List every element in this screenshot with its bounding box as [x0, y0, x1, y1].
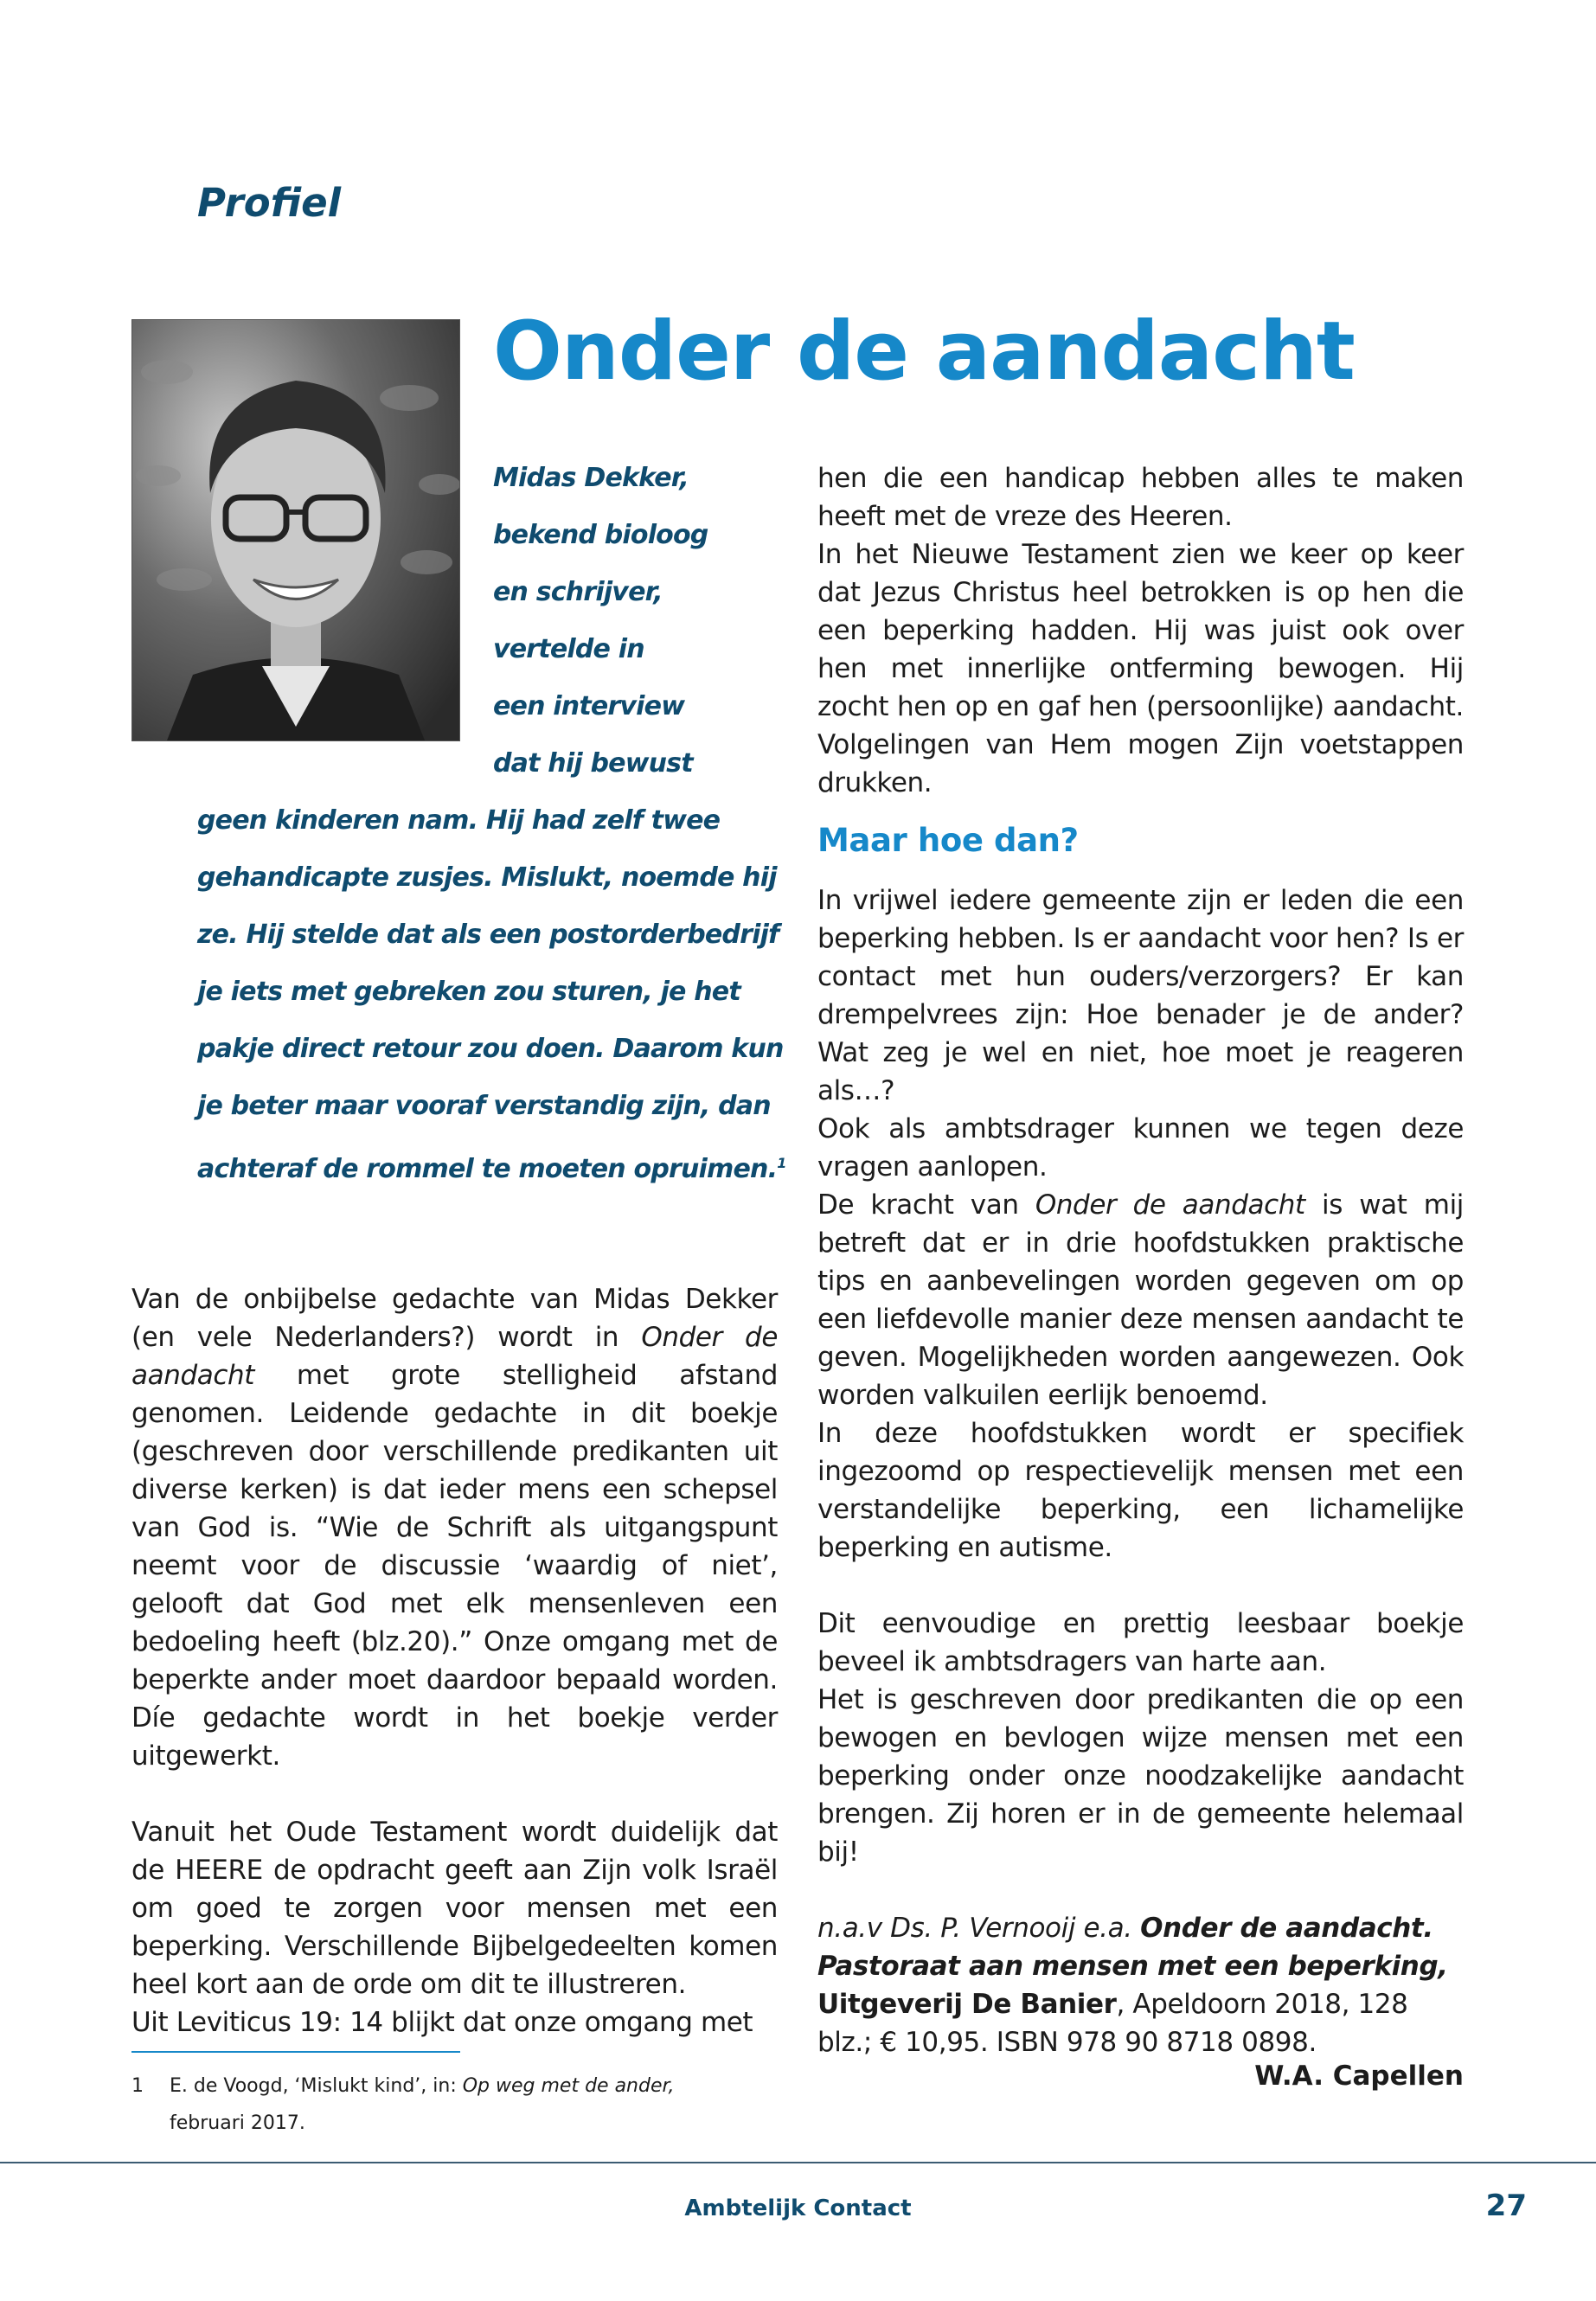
paragraph-text: is wat mij betreft dat er in drie hoofdstukken praktische tips en aanbevelingen worden gegeven om op een liefdevolle manier deze mensen aandacht te geven. Mogelijkheden worden aangewezen. Ook worden valkuilen eerlijk benoemd.	[817, 1189, 1464, 1411]
paragraph	[817, 1186, 1464, 1414]
section-label: Profiel	[197, 180, 342, 226]
footnote-divider	[131, 2051, 460, 2053]
right-column	[817, 459, 1464, 2061]
article-title: Onder de aandacht	[493, 304, 1355, 399]
paragraph: Dit eenvoudige en prettig leesbaar boekje beveel ik ambtsdragers van harte aan.	[817, 1608, 1464, 1677]
paragraph: Vanuit het Oude Testament wordt duidelijk dat de HEERE de opdracht geeft aan Zijn volk Israël om goed te zorgen voor mensen met een beperking. Verschillende Bijbelgedeelten komen heel kort aan de orde om dit te illustreren.	[131, 1817, 778, 2000]
source-book-title: Onder de aandacht. Pastoraat aan mensen met een beperking,	[817, 1913, 1448, 1982]
book-source	[817, 1909, 1464, 2061]
source-details: , Apeldoorn 2018, 128 blz.; € 10,95. ISBN 978 90 8718 0898.	[817, 1989, 1408, 2058]
intro-line: ze. Hij stelde dat als een postorderbedrijf	[197, 920, 779, 950]
footnote-reference: 1	[777, 1155, 786, 1171]
intro-line: bekend bioloog	[493, 520, 708, 550]
intro-line: vertelde in	[493, 634, 644, 664]
paragraph-text: met grote stelligheid afstand genomen. Leidende gedachte in dit boekje (geschreven door verschillende predikanten uit diverse kerken) is dat ieder mens een schepsel van God is. “Wie de Schrift als uitgangspunt neemt voor de discussie ‘waardig of niet’, gelooft dat God met elk mensenleven een bedoeling heeft (blz.20).” Onze omgang met de beperkte ander moet daardoor bepaald worden. Díe gedachte wordt in het boekje verder uitgewerkt.	[131, 1360, 778, 1772]
book-title-emphasis: Onder de aandacht	[1035, 1189, 1305, 1221]
footnote-text	[131, 2067, 737, 2142]
paragraph: Ook als ambtsdrager kunnen we tegen deze vragen aanlopen.	[817, 1113, 1464, 1183]
footnote-text-part: februari 2017.	[170, 2112, 305, 2134]
paragraph: In vrijwel iedere gemeente zijn er leden die een beperking hebben. Is er aandacht voor hen? Is er contact met hun ouders/verzorgers? Er kan drempelvrees zijn: Hoe benader je de ander? Wat zeg je wel en niet, hoe moet je reageren als…?	[817, 885, 1464, 1106]
book-title-emphasis: Onder de aandacht	[131, 1322, 778, 1391]
intro-line: pakje direct retour zou doen. Daarom kun	[197, 1034, 784, 1064]
paragraph	[131, 1280, 778, 1775]
paragraph: hen die een handicap hebben alles te maken heeft met de vreze des Heeren.	[817, 463, 1464, 532]
footer-divider	[0, 2162, 1596, 2163]
footnote-emphasis: Op weg met de ander,	[462, 2075, 675, 2097]
paragraph-text: De kracht van	[817, 1189, 1035, 1221]
paragraph-text: Van de onbijbelse gedachte van Midas Dekker (en vele Nederlanders?) wordt in	[131, 1284, 778, 1353]
intro-line-last	[197, 1144, 786, 1201]
intro-line: geen kinderen nam. Hij had zelf twee	[197, 805, 721, 836]
author-name: W.A. Capellen	[1254, 2061, 1464, 2092]
paragraph: In het Nieuwe Testament zien we keer op keer dat Jezus Christus heel betrokken is op hen die een beperking hadden. Hij was juist ook over hen met innerlijke ontferming bewogen. Hij zocht hen op en gaf hen (persoonlijke) aandacht. Volgelingen van Hem mogen Zijn voetstappen drukken.	[817, 539, 1464, 798]
intro-line: een interview	[493, 691, 685, 721]
footnote-number: 1	[131, 2075, 144, 2097]
page-number: 27	[1485, 2189, 1527, 2223]
subheading: Maar hoe dan?	[817, 822, 1079, 859]
paragraph: In deze hoofdstukken wordt er specifiek ingezoomd op respectievelijk mensen met een verstandelijke beperking, een lichamelijke beperking en autisme.	[817, 1418, 1464, 1563]
publication-title: Ambtelijk Contact	[684, 2195, 912, 2221]
intro-line: Midas Dekker,	[493, 463, 689, 493]
intro-line: dat hij bewust	[493, 748, 693, 779]
intro-line-text: achteraf de rommel te moeten opruimen.	[197, 1154, 778, 1184]
footnote	[131, 2067, 737, 2142]
intro-line: je iets met gebreken zou sturen, je het	[197, 977, 740, 1007]
footnote-text-part: E. de Voogd, ‘Mislukt kind’, in:	[170, 2075, 463, 2097]
intro-line: je beter maar vooraf verstandig zijn, dan	[197, 1091, 771, 1121]
paragraph: Het is geschreven door predikanten die op een bewogen en bevlogen wijze mensen met een beperking onder onze noodzakelijke aandacht brengen. Zij horen er in de gemeente helemaal bij!	[817, 1684, 1464, 1868]
source-publisher: Uitgeverij De Banier	[817, 1989, 1117, 2020]
intro-line: gehandicapte zusjes. Mislukt, noemde hij	[197, 862, 777, 893]
paragraph: Uit Leviticus 19: 14 blijkt dat onze omgang met	[131, 2007, 753, 2038]
left-column	[131, 1280, 778, 2041]
intro-line: en schrijver,	[493, 577, 663, 607]
intro-quote	[197, 458, 786, 1201]
source-prefix: n.a.v Ds. P. Vernooij e.a.	[817, 1913, 1141, 1944]
